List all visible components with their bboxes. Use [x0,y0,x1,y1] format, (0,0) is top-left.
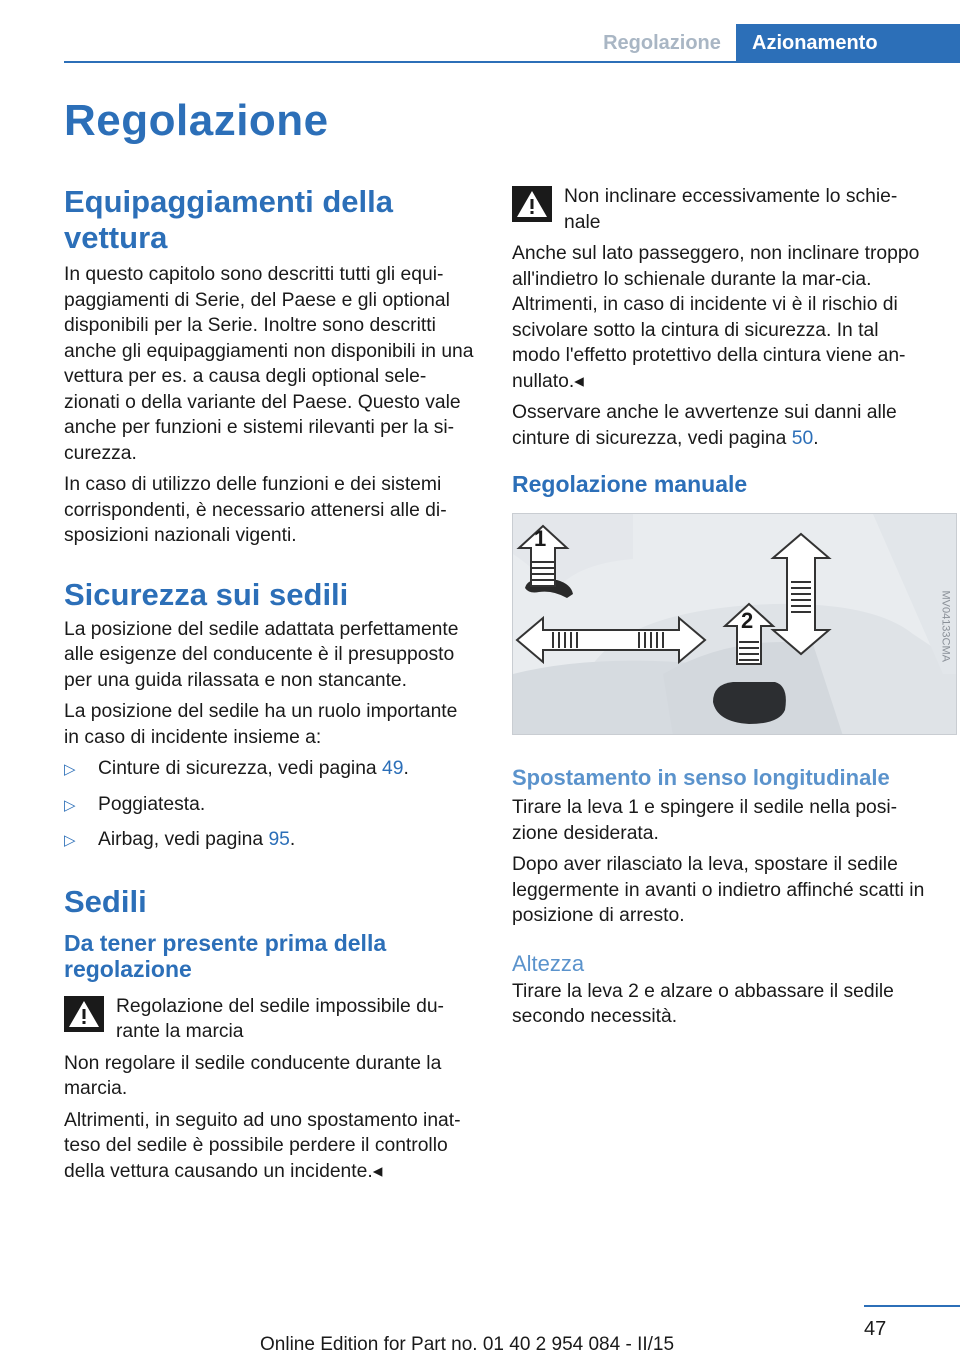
page-title: Regolazione [64,96,329,145]
paragraph: Dopo aver rilasciato la leva, spostare il sedile leggermente in avanti o indietro affinché scatti in posizione di arresto. [512,854,925,926]
section-title-manuale: Regolazione manuale [512,471,748,497]
paragraph: In caso di utilizzo delle funzioni e dei sistemi corrispondenti, è necessario attenersi alle di-sposizioni nazionali vigenti. [64,474,447,546]
paragraph: In questo capitolo sono descritti tutti gli equi-paggiamenti di Serie, del Paese e gli optional disponibili per la Serie. Inoltre sono descritti anche gli equipaggiamenti non disponibili in una vettura per es. a causa degli optional sele-zionati o della variante del Paese. Questo vale anche per funzioni e sistemi rilevanti per la si-curezza. [64,264,474,464]
paragraph: Tirare la leva 2 e alzare o abbassare il sedile secondo necessità. [512,980,894,1027]
right-column [512,184,952,1030]
header-tab-regolazione[interactable]: Regolazione [603,32,721,54]
warning-icon [64,996,104,1032]
paragraph: La posizione del sedile ha un ruolo importante in caso di incidente insieme a: [64,701,458,748]
footer-rule [864,1305,960,1307]
warning-text: Non inclinare eccessivamente lo schie-nale [564,186,898,233]
page-number: 47 [864,1318,887,1340]
paragraph: Tirare la leva 1 e spingere il sedile nella posi-zione desiderata. [512,797,898,844]
section-title-sicurezza: Sicurezza sui sedili [64,576,349,612]
bullet-end: . [403,758,409,779]
paragraph: La posizione del sedile adattata perfettamente alle esigenze del conducente è il presupposto per una guida rilassata e non stancante. [64,618,459,691]
list-item [64,827,476,854]
seat-illustration [513,514,957,735]
paragraph: Anche sul lato passeggero, non inclinare troppo all'indietro lo schienale durante la mar-cia. Altrimenti, in caso di incidente vi è il rischio di scivolare sotto la cintura di sicurezza. In tal modo l'effetto protettivo della cintura viene an-nullato.◂ [512,243,920,392]
warning-block [64,994,476,1045]
header-tab-azionamento[interactable]: Azionamento [736,24,960,62]
footer-edition: Online Edition for Part no. 01 40 2 954 084 - II/15 [260,1334,675,1355]
subsection-title-longitudinale: Spostamento in senso longitudinale [512,765,890,790]
bullet-text: Cinture di sicurezza, vedi pagina [98,758,383,779]
triangle-bullet-icon: ▷ [64,832,76,849]
bullet-list [64,756,476,854]
paragraph: Non regolare il sedile conducente durante la marcia. [64,1052,442,1099]
page-link[interactable]: 49 [382,758,404,779]
seat-adjustment-figure [512,513,957,735]
bullet-text: Poggiatesta. [98,793,206,815]
bullet-end: . [289,829,296,850]
subsection-title: Da tener presente prima della regolazione [64,929,387,982]
figure-code: MV04133CMA [940,590,952,662]
subsection-title-altezza: Altezza [512,950,585,976]
warning-icon [512,186,552,222]
paragraph-end: . [813,427,819,449]
header-rule [64,61,960,63]
bullet-text: Airbag, vedi pagina [98,829,269,850]
triangle-bullet-icon: ▷ [64,796,76,814]
page-link[interactable]: 50 [791,427,814,449]
list-item [64,792,476,819]
lever-2-label: 2 [741,608,754,633]
page-link[interactable]: 95 [268,829,290,850]
lever-1-label: 1 [534,526,547,551]
paragraph: Altrimenti, in seguito ad uno spostamento inat-teso del sedile è possibile perdere il controllo della vettura causando un incidente.◂ [64,1109,461,1182]
section-title-sedili: Sedili [64,883,147,919]
left-column [64,184,476,1184]
section-title-equipaggiamenti: Equipaggiamenti della vettura [64,184,393,255]
paragraph-text: Osservare anche le avvertenze sui danni alle cinture di sicurezza, vedi pagina [512,402,897,449]
warning-block [512,184,932,235]
list-item [64,756,476,783]
paragraph [512,400,932,451]
warning-text: Regolazione del sedile impossibile du-rante la marcia [116,995,444,1042]
triangle-bullet-icon: ▷ [64,761,76,778]
